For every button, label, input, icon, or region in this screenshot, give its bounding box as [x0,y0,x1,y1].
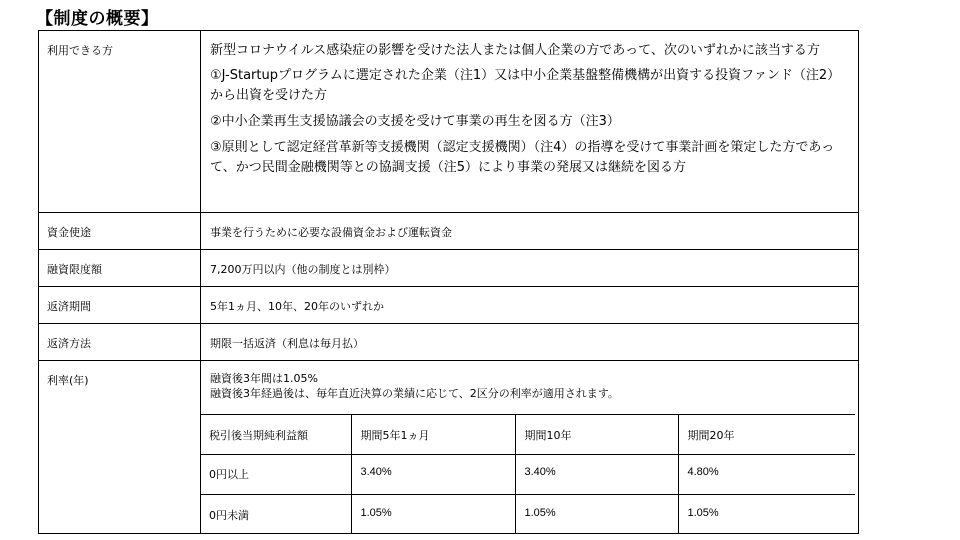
label-repayment-period: 返済期間 [39,287,201,324]
rate-cell-profit: 0円未満 [200,495,351,533]
value-loan-limit: 7,200万円以内（他の制度とは別枠） [201,250,859,287]
rate-table-header-row [200,415,855,455]
rate-cell-10y: 1.05% [515,495,678,533]
rate-cell-20y: 4.80% [678,455,855,495]
rate-cell-10y: 3.40% [515,455,678,495]
rate-header-5y1m: 期間5年1ヵ月 [351,415,515,455]
eligible-item-2: ②中小企業再生支援協議会の支援を受けて事業の再生を図る方（注3） [210,114,620,129]
table-row [200,495,855,533]
rate-cell-20y: 1.05% [678,495,855,533]
row-repayment-method [39,324,859,361]
system-overview-table [38,30,859,534]
page-title: 【制度の概要】 [36,9,159,29]
rate-header-10y: 期間10年 [515,415,678,455]
rate-cell-profit: 0円以上 [200,455,351,495]
rate-header-20y: 期間20年 [678,415,855,455]
row-eligible [39,31,859,213]
rate-note-2: 融資後3年経過後は、毎年直近決算の業績に応じて、2区分の利率が適用されます。 [210,386,619,400]
label-repayment-method: 返済方法 [39,324,201,361]
rate-note-1: 融資後3年間は1.05% [210,372,318,385]
value-repayment-period: 5年1ヵ月、10年、20年のいずれか [201,287,859,324]
eligible-intro: 新型コロナウイルス感染症の影響を受けた法人または個人企業の方であって、次のいずれかに該当する方 [210,43,820,58]
row-interest-rate [39,361,859,534]
row-repayment-period [39,287,859,324]
rate-header-profit: 税引後当期純利益額 [200,415,351,455]
row-use-of-funds [39,213,859,250]
row-loan-limit [39,250,859,287]
table-row [200,455,855,495]
rate-table [200,414,855,533]
content-interest-rate [201,361,859,534]
label-interest-rate: 利率(年) [39,361,201,534]
value-use-of-funds: 事業を行うために必要な設備資金および運転資金 [201,213,859,250]
label-loan-limit: 融資限度額 [39,250,201,287]
value-repayment-method: 期限一括返済（利息は毎月払） [201,324,859,361]
content-eligible [201,31,859,213]
rate-notes [201,361,858,401]
label-use-of-funds: 資金使途 [39,213,201,250]
eligible-item-3: ③原則として認定経営革新等支援機関（認定支援機関）（注4）の指導を受けて事業計画を策定した方であって、かつ民間金融機関等との協調支援（注5）により事業の発展又は継続を図る方 [210,140,835,175]
eligible-item-1: ①J-Startupプログラムに選定された企業（注1）又は中小企業基盤整備機構が出資する投資ファンド（注2）から出資を受けた方 [210,68,841,103]
rate-cell-5y1m: 1.05% [351,495,515,533]
label-eligible: 利用できる方 [39,31,201,213]
rate-cell-5y1m: 3.40% [351,455,515,495]
